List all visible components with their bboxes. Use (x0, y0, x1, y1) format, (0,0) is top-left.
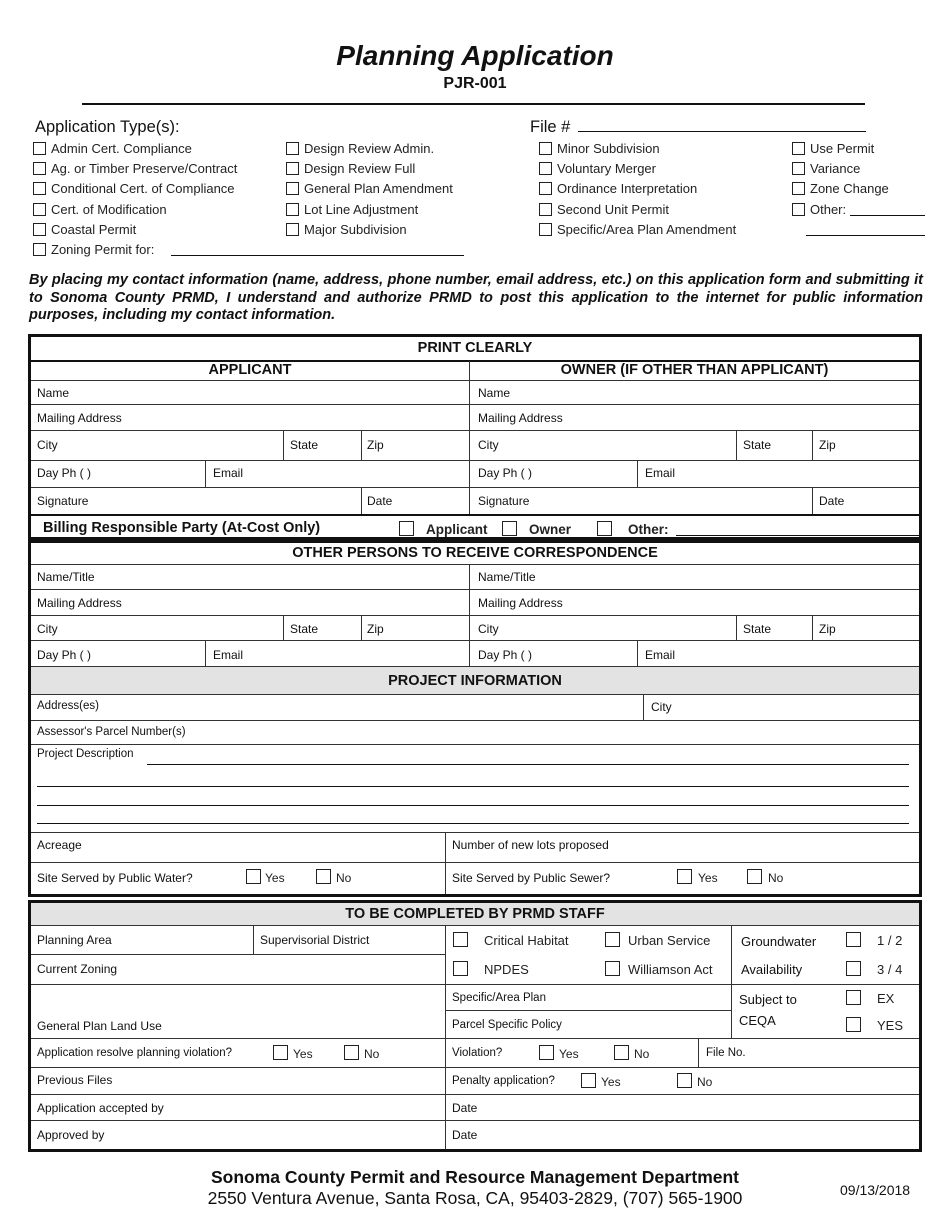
owner-day-phone-field[interactable]: Day Ph ( ) (478, 466, 533, 480)
owner-email-field[interactable]: Email (645, 466, 676, 480)
npdes-checkbox[interactable]: NPDES (453, 961, 529, 977)
public-water-yes-checkbox[interactable]: Yes (246, 869, 285, 885)
type-voluntary-merger[interactable]: Voluntary Merger (539, 161, 656, 176)
public-water-no-checkbox[interactable]: No (316, 869, 351, 885)
other-persons-header: OTHER PERSONS TO RECEIVE CORRESPONDENCE (292, 545, 658, 561)
owner-zip-field[interactable]: Zip (819, 438, 836, 452)
rule (736, 431, 737, 460)
project-description-line-1[interactable] (147, 764, 909, 765)
rule (31, 744, 919, 745)
type-lot-line-adjustment[interactable]: Lot Line Adjustment (286, 202, 418, 217)
applicant-email-field[interactable]: Email (213, 466, 244, 480)
contact1-city-field[interactable]: City (37, 622, 58, 636)
footer-address: 2550 Ventura Avenue, Santa Rosa, CA, 95403-2829, (707) 565-1900 (207, 1188, 743, 1208)
type-design-review-admin[interactable]: Design Review Admin. (286, 141, 434, 156)
rule (31, 589, 919, 590)
approved-by-field[interactable]: Approved by (37, 1128, 105, 1142)
urban-service-checkbox[interactable]: Urban Service (605, 932, 710, 948)
contact2-mailing-address-field[interactable]: Mailing Address (478, 596, 563, 610)
rule (637, 461, 638, 487)
rule (361, 616, 362, 640)
owner-mailing-address-field[interactable]: Mailing Address (478, 411, 563, 425)
rule (812, 431, 813, 460)
contact1-day-phone-field[interactable]: Day Ph ( ) (37, 648, 92, 662)
contact2-zip-field[interactable]: Zip (819, 622, 836, 636)
applicant-city-field[interactable]: City (37, 438, 58, 452)
contact1-zip-field[interactable]: Zip (367, 622, 384, 636)
project-addresses-field[interactable]: Address(es) (37, 700, 99, 712)
applicant-signature-field[interactable]: Signature (37, 494, 89, 508)
rule (31, 694, 919, 695)
rule (31, 460, 919, 461)
rule (31, 925, 919, 926)
applicant-day-phone-field[interactable]: Day Ph ( ) (37, 466, 92, 480)
type-general-plan-amendment[interactable]: General Plan Amendment (286, 181, 453, 196)
applicant-mailing-address-field[interactable]: Mailing Address (37, 411, 122, 425)
rule (637, 641, 638, 666)
rule (31, 862, 919, 863)
rule (31, 1094, 919, 1095)
form-id: PJR-001 (443, 75, 507, 92)
approved-date-field[interactable]: Date (452, 1128, 478, 1142)
resolve-violation-yes-checkbox[interactable]: Yes (273, 1045, 313, 1061)
type-conditional-cert[interactable]: Conditional Cert. of Compliance (33, 181, 235, 196)
revision-date: 09/13/2018 (840, 1182, 911, 1198)
billing-label: Billing Responsible Party (At-Cost Only) (43, 520, 321, 536)
rule (253, 926, 254, 954)
rule (731, 926, 732, 1038)
rule (283, 431, 284, 460)
owner-name-field[interactable]: Name (478, 386, 511, 400)
file-no-field[interactable]: File No. (706, 1047, 746, 1059)
type-cert-modification[interactable]: Cert. of Modification (33, 202, 167, 217)
public-sewer-no-checkbox[interactable]: No (747, 869, 783, 885)
availability-label: Availability (741, 962, 803, 977)
rule (31, 1120, 919, 1121)
type-other[interactable]: Other: (792, 202, 846, 217)
assessor-parcel-number-field[interactable]: Assessor's Parcel Number(s) (37, 726, 186, 738)
title-divider (82, 103, 865, 105)
penalty-application-label: Penalty application? (452, 1075, 555, 1087)
applicant-header: APPLICANT (208, 362, 292, 378)
type-ag-timber-preserve[interactable]: Ag. or Timber Preserve/Contract (33, 161, 237, 176)
owner-date-field[interactable]: Date (819, 494, 845, 508)
rule (31, 1038, 919, 1039)
contact2-email-field[interactable]: Email (645, 648, 676, 662)
rule (205, 461, 206, 487)
williamson-act-checkbox[interactable]: Williamson Act (605, 961, 713, 977)
rule (361, 431, 362, 460)
zoning-permit-field[interactable] (171, 255, 464, 256)
owner-city-field[interactable]: City (478, 438, 499, 452)
violation-no-checkbox[interactable]: No (614, 1045, 649, 1061)
type-second-unit-permit[interactable]: Second Unit Permit (539, 202, 669, 217)
project-description-line-2[interactable] (37, 786, 909, 787)
parcel-specific-policy-field[interactable]: Parcel Specific Policy (452, 1019, 562, 1031)
penalty-yes-checkbox[interactable]: Yes (581, 1073, 621, 1089)
contact1-mailing-address-field[interactable]: Mailing Address (37, 596, 122, 610)
other-type-field[interactable] (850, 215, 925, 216)
rule (31, 720, 919, 721)
supervisorial-district-field[interactable]: Supervisorial District (260, 933, 370, 947)
rule (361, 488, 362, 514)
page-title: Planning Application (336, 40, 614, 71)
owner-header: OWNER (IF OTHER THAN APPLICANT) (560, 362, 829, 378)
rule (643, 695, 644, 720)
rule (31, 954, 445, 955)
ceqa-ex-checkbox[interactable]: EX (846, 990, 894, 1006)
footer-department: Sonoma County Permit and Resource Management Department (210, 1167, 740, 1187)
billing-other-field[interactable] (676, 535, 919, 536)
rule (31, 832, 919, 833)
type-admin-cert-compliance[interactable]: Admin Cert. Compliance (33, 141, 192, 156)
type-ordinance-interpretation[interactable]: Ordinance Interpretation (539, 181, 697, 196)
applicant-state-field[interactable]: State (290, 438, 319, 452)
consent-statement: By placing my contact information (name, address, phone number, email address, etc.) on this application form and submitting it to Sonoma County PRMD, I understand and authorize PRMD to post this application to the internet for public information purposes, including my contact information. (29, 272, 923, 323)
project-description-line-3[interactable] (37, 805, 909, 806)
contact1-name-title-field[interactable]: Name/Title (37, 570, 95, 584)
rule (31, 564, 919, 565)
violation-yes-checkbox[interactable]: Yes (539, 1045, 579, 1061)
rule (31, 404, 919, 405)
rule (31, 615, 919, 616)
acreage-field[interactable]: Acreage (37, 838, 82, 852)
new-lots-field[interactable]: Number of new lots proposed (452, 838, 609, 852)
rule (698, 1039, 699, 1067)
general-plan-land-use-field[interactable]: General Plan Land Use (37, 1019, 162, 1033)
rule (812, 616, 813, 640)
owner-signature-field[interactable]: Signature (478, 494, 530, 508)
public-sewer-label: Site Served by Public Sewer? (452, 871, 611, 885)
applicant-date-field[interactable]: Date (367, 494, 393, 508)
ceqa-label: CEQA (739, 1013, 776, 1028)
rule (31, 640, 919, 641)
specific-area-plan-field[interactable]: Specific/Area Plan (452, 992, 546, 1004)
violation-label: Violation? (452, 1047, 503, 1059)
resolve-violation-no-checkbox[interactable]: No (344, 1045, 379, 1061)
contact2-state-field[interactable]: State (743, 622, 772, 636)
project-city-field[interactable]: City (651, 700, 672, 714)
rule (31, 380, 919, 381)
file-number-label: File # (530, 118, 571, 136)
rule (445, 1010, 731, 1011)
project-description-line-4[interactable] (37, 823, 909, 824)
groundwater-34-checkbox[interactable]: 3 / 4 (846, 961, 902, 977)
application-accepted-by-field[interactable]: Application accepted by (37, 1101, 164, 1115)
applicant-zip-field[interactable]: Zip (367, 438, 384, 452)
project-info-header: PROJECT INFORMATION (388, 673, 562, 689)
type-coastal-permit[interactable]: Coastal Permit (33, 222, 136, 237)
contact2-city-field[interactable]: City (478, 622, 499, 636)
rule (31, 430, 919, 431)
groundwater-label: Groundwater (741, 934, 817, 949)
critical-habitat-checkbox[interactable]: Critical Habitat (453, 932, 569, 948)
type-zone-change[interactable]: Zone Change (792, 181, 889, 196)
applicant-name-field[interactable]: Name (37, 386, 70, 400)
accepted-date-field[interactable]: Date (452, 1101, 478, 1115)
contact2-day-phone-field[interactable]: Day Ph ( ) (478, 648, 533, 662)
public-water-label: Site Served by Public Water? (37, 871, 193, 885)
rule (445, 833, 446, 894)
contact1-state-field[interactable]: State (290, 622, 319, 636)
type-major-subdivision[interactable]: Major Subdivision (286, 222, 407, 237)
rule (31, 1067, 919, 1068)
type-variance[interactable]: Variance (792, 161, 860, 176)
type-minor-subdivision[interactable]: Minor Subdivision (539, 141, 660, 156)
type-specific-area-plan-amendment[interactable]: Specific/Area Plan Amendment (539, 222, 736, 237)
print-clearly-header: PRINT CLEARLY (417, 340, 533, 356)
planning-area-field[interactable]: Planning Area (37, 933, 112, 947)
billing-other-checkbox[interactable]: Other: (597, 521, 669, 537)
billing-owner-checkbox[interactable]: Owner (502, 521, 571, 537)
public-sewer-yes-checkbox[interactable]: Yes (677, 869, 718, 885)
rule (812, 488, 813, 514)
subject-to-label: Subject to (739, 992, 797, 1007)
contact-mid-divider (469, 361, 470, 514)
current-zoning-field[interactable]: Current Zoning (37, 962, 118, 976)
previous-files-field[interactable]: Previous Files (37, 1073, 113, 1087)
type-design-review-full[interactable]: Design Review Full (286, 161, 415, 176)
groundwater-12-checkbox[interactable]: 1 / 2 (846, 932, 902, 948)
penalty-no-checkbox[interactable]: No (677, 1073, 712, 1089)
staff-header: TO BE COMPLETED BY PRMD STAFF (345, 906, 605, 922)
resolve-violation-label: Application resolve planning violation? (37, 1047, 232, 1059)
rule (31, 514, 919, 516)
owner-state-field[interactable]: State (743, 438, 772, 452)
contact1-email-field[interactable]: Email (213, 648, 244, 662)
contact2-name-title-field[interactable]: Name/Title (478, 570, 536, 584)
project-description-label: Project Description (37, 748, 134, 760)
other-type-field-2[interactable] (806, 235, 925, 236)
rule (205, 641, 206, 666)
rule (31, 487, 919, 488)
rule (283, 616, 284, 640)
type-use-permit[interactable]: Use Permit (792, 141, 874, 156)
rule (736, 616, 737, 640)
application-types-label: Application Type(s): (35, 118, 180, 136)
file-number-field[interactable] (578, 131, 866, 132)
billing-applicant-checkbox[interactable]: Applicant (399, 521, 488, 537)
ceqa-yes-checkbox[interactable]: YES (846, 1017, 903, 1033)
type-zoning-permit[interactable]: Zoning Permit for: (33, 242, 154, 257)
rule (31, 984, 919, 985)
